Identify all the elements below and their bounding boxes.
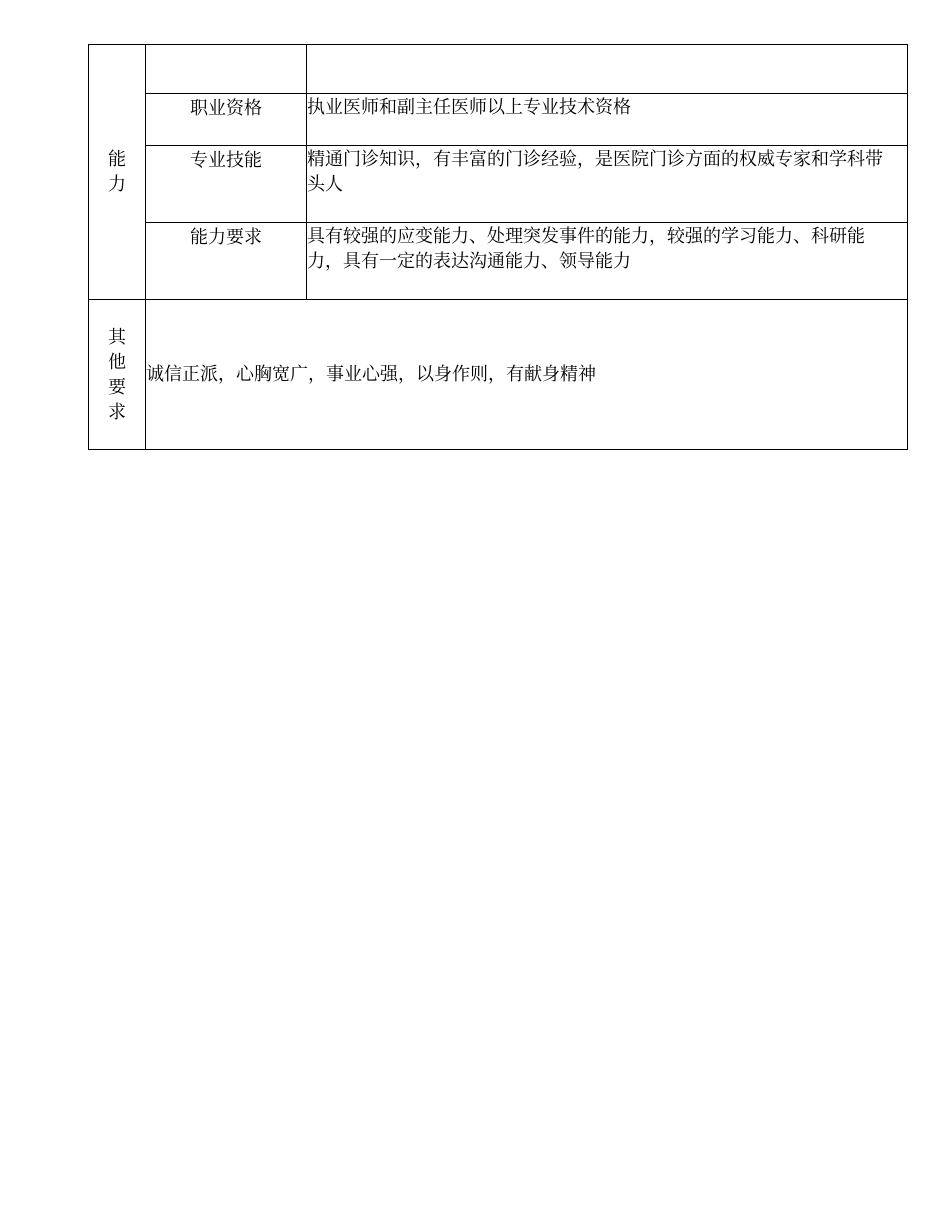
qualification-label: 职业资格 bbox=[146, 94, 307, 146]
table-row bbox=[89, 45, 908, 94]
ability-section-label bbox=[89, 45, 146, 300]
other-section-label-text: 其他要求 bbox=[107, 326, 126, 423]
other-section-label bbox=[89, 300, 146, 450]
ability-requirement-value: 具有较强的应变能力、处理突发事件的能力，较强的学习能力、科研能力，具有一定的表达沟通能力、领导能力 bbox=[307, 223, 908, 300]
item-value-empty bbox=[307, 45, 908, 94]
other-requirements-value: 诚信正派，心胸宽广，事业心强，以身作则，有献身精神 bbox=[146, 300, 908, 450]
professional-skill-value: 精通门诊知识，有丰富的门诊经验，是医院门诊方面的权威专家和学科带头人 bbox=[307, 146, 908, 223]
table-row bbox=[89, 94, 908, 146]
qualification-value: 执业医师和副主任医师以上专业技术资格 bbox=[307, 94, 908, 146]
ability-section-label-text: 能力 bbox=[107, 149, 126, 195]
item-label-empty bbox=[146, 45, 307, 94]
ability-requirement-label: 能力要求 bbox=[146, 223, 307, 300]
job-requirements-table bbox=[88, 44, 908, 450]
table-row bbox=[89, 300, 908, 450]
professional-skill-label: 专业技能 bbox=[146, 146, 307, 223]
table-row bbox=[89, 146, 908, 223]
table-row bbox=[89, 223, 908, 300]
